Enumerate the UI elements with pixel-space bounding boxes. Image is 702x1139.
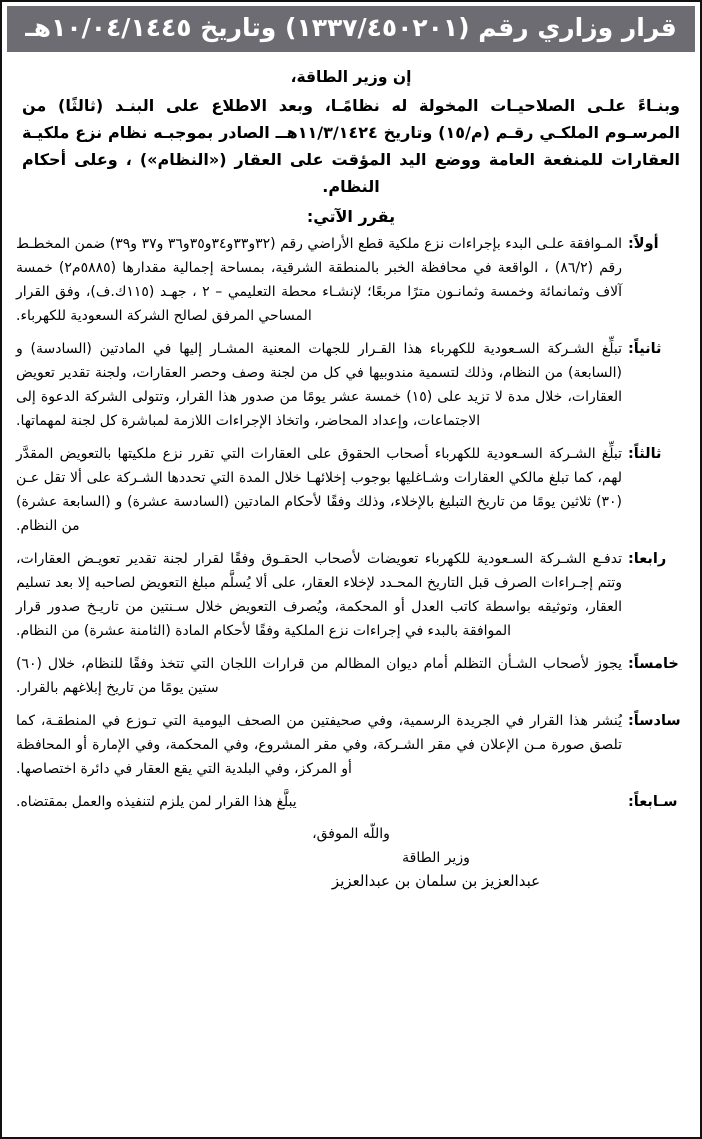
clause-seventh: [16, 790, 686, 814]
document-body: [2, 55, 700, 893]
clause-second: [16, 337, 686, 433]
preamble-opening: إن وزير الطاقة،: [290, 68, 412, 86]
signer-title: وزير الطاقة: [402, 850, 470, 866]
clause-text-first: المـوافقة علـى البدء بإجراءات نزع ملكية قطع الأراضي رقم (٣٢و٣٣و٣٤و٣٥و٣٦ و٣٧ و٣٩) ضمن المخطـط رقم (٨٦/٢) ، الواقعة في محافظة الخبر بالمنطقة الشرقية، بمساحة إجمالية مقدارها (٥٨٨٥م٢) خمسة آلاف وثمانمائة وخمسة وثمانـون مترًا مربعًا؛ لإنشـاء محطة التعليمي – ٢ ، جهـد (١١٥ك.ف)، وفق القرار المساحي المرفق لصالح الشركة السعودية للكهرباء.: [16, 236, 623, 324]
clause-text-fourth: تدفـع الشـركة السـعودية للكهرباء تعويضات لأصحاب الحقـوق وفقًا لقرار لجنة تقدير تعويـض العقارات، وتتم إجـراءات الصرف قبل التاريخ المحـدد لإخلاء العقار، على ألا يُسلَّم مبلغ التعويض لصاحبه إلا بعد تسليم العقار، وتوثيقه بواسطة كاتب العدل أو المحكمة، ويُصرف التعويض خلال سـنتين من تاريـخ صدور قرار الموافقة بالبدء في إجراءات نزع الملكية وفقًا لأحكام المادة (الثامنة عشرة) من النظام.: [16, 551, 622, 639]
document-header-title: قرار وزاري رقم (١٣٣٧/٤٥٠٢٠١) وتاريخ ١٠/٠٤/١٤٤٥هـ: [7, 6, 695, 52]
clause-label-second: ثانياً:: [628, 341, 662, 357]
preamble-basis: وبنـاءً علـى الصلاحيـات المخولة له نظامًـا، وبعد الاطلاع على البنـد (ثالثًا) من المرسـوم الملكـي رقـم (م/١٥) وتاريخ ١١/٣/١٤٢٤هــ الصادر بموجبـه نظام نزع ملكيـة العقارات للمنفعة العامة ووضع اليد المؤقت على العقار («النظام») ، وعلى أحكام النظام.: [22, 96, 681, 196]
clause-fourth: [16, 547, 686, 643]
clause-label-fourth: رابعا:: [628, 551, 667, 567]
clause-label-fifth: خامساً:: [628, 656, 679, 672]
clause-text-third: تبلِّغ الشـركة السـعودية للكهرباء أصحاب الحقوق على العقارات التي تقرر نزع ملكيتها بالتعويض المقدَّر لهم، كما تبلغ مالكي العقارات وشـاغليها بوجوب إخلائهـا خلال المدة التي تحددها الشـركة على ألا تقل عـن (٣٠) ثلاثين يومًا من تاريخ التبليغ بالإخلاء، وذلك وفقًا لأحكام المادتين (السادسة عشرة) و (السابعة عشرة) من النظام.: [16, 446, 622, 534]
signer-name: عبدالعزيز بن سلمان بن عبدالعزيز: [331, 872, 541, 890]
clause-third: [16, 442, 686, 538]
clause-first: [16, 232, 686, 328]
clause-text-sixth: يُنشر هذا القرار في الجريدة الرسمية، وفي صحيفتين من الصحف اليومية التي تـوزع في المنطقـة، كما تلصق صورة مـن الإعلان في مقر الشـركة، وفي مقر المشروع، وفي المحكمة، وفي الإمارة أو المحافظة أو المركز، وفي البلدية التي يقع العقار في دائرة اختصاصها.: [16, 713, 622, 777]
clause-label-third: ثالثاً:: [628, 446, 662, 462]
clause-text-seventh: يبلَّغ هذا القرار لمن يلزم لتنفيذه والعمل بمقتضاه.: [16, 794, 297, 810]
clause-label-sixth: سادساً:: [628, 713, 681, 729]
header-container: [2, 2, 700, 55]
clause-text-second: تبلِّغ الشـركة السـعودية للكهرباء هذا القـرار للجهات المعنية المشـار إليها في المادتين (السادسة) و (السابعة) من النظام، وذلك لتسمية مندوبيها في كل من لجنة وصف وحصر العقارات، ولجنة تقدير تعويض العقارات، خلال مدة لا تزيد على (١٥) خمسة عشر يومًا من صدور هذا القرار، وتتولى الشركة الدعوة إلى الاجتماعات، وإعداد المحاضر، واتخاذ الإجراءات اللازمة لمباشرة كل لجنة لمهماتها.: [16, 341, 622, 429]
decides-heading: يقرر الآتي:: [306, 207, 396, 226]
clause-label-first: أولاً:: [628, 236, 659, 252]
clause-fifth: [16, 652, 686, 700]
clause-text-fifth: يجوز لأصحاب الشـأن التظلم أمام ديوان المظالم من قرارات اللجان التي تتخذ وفقًا للنظام، خلال (٦٠) ستين يومًا من تاريخ إبلاغهم بالقرار.: [16, 656, 622, 696]
closing-blessing: واللّه الموفق،: [312, 826, 390, 842]
signature-block: [16, 847, 686, 893]
clause-sixth: [16, 709, 686, 781]
clause-label-seventh: سـابعاً:: [628, 794, 678, 810]
